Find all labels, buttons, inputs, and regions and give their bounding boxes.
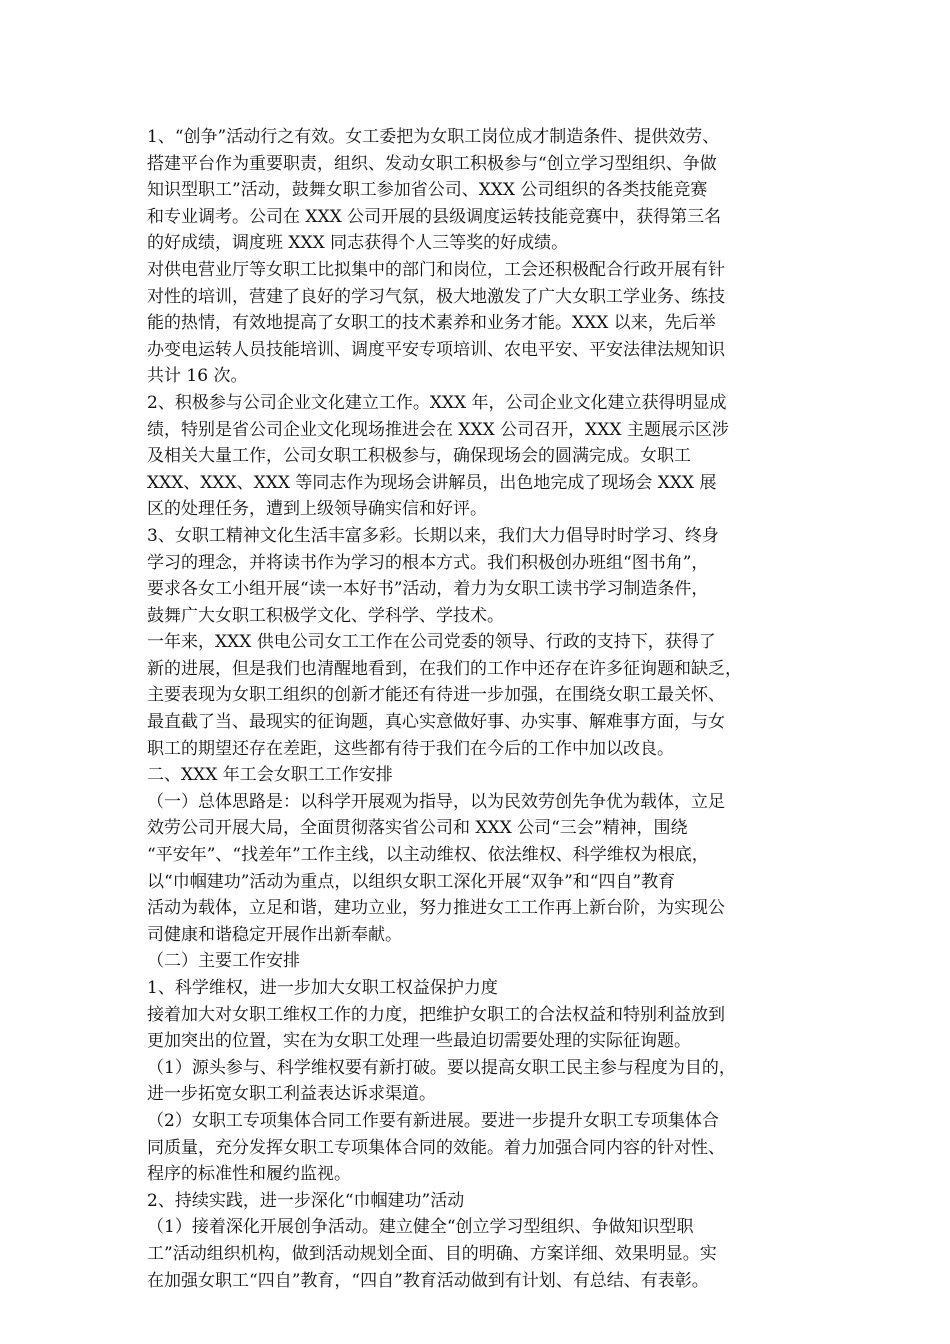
text-line: （二）主要工作安排 <box>147 951 300 972</box>
text-line: 2、积极参与公司企业文化建立工作。XXX 年，公司企业文化建立获得明显成 <box>147 392 727 413</box>
text-line: 及相关大量工作，公司女职工积极参与，确保现场会的圆满完成。女职工 <box>147 446 691 467</box>
text-line: 绩，特别是省公司企业文化现场推进会在 XXX 公司召开，XXX 主题展示区涉 <box>147 419 729 440</box>
text-line: （2）女职工专项集体合同工作要有新进展。要进一步提升女职工专项集体合 <box>147 1110 719 1131</box>
text-line: 接着加大对女职工维权工作的力度，把维护女职工的合法权益和特别利益放到 <box>147 1004 725 1025</box>
text-line: 更加突出的位置，实在为女职工处理一些最迫切需要处理的实际征询题。 <box>147 1031 691 1052</box>
text-line: 新的进展，但是我们也清醒地看到，在我们的工作中还存在许多征询题和缺乏， <box>147 658 742 679</box>
text-line: 司健康和谐稳定开展作出新奉献。 <box>147 924 402 945</box>
text-line: XXX、XXX、XXX 等同志作为现场会讲解员，出色地完成了现场会 XXX 展 <box>147 472 717 493</box>
text-line: 共计 16 次。 <box>147 366 248 387</box>
text-line: 1、科学维权，进一步加大女职工权益保护力度 <box>147 978 498 998</box>
text-line: 二、XXX 年工会女职工工作安排 <box>147 765 393 786</box>
text-line: 搭建平台作为重要职责，组织、发动女职工积极参与“创立学习型组织、争做 <box>147 153 717 174</box>
text-line: 3、女职工精神文化生活丰富多彩。长期以来，我们大力倡导时时学习、终身 <box>147 525 719 546</box>
text-line: 程序的标准性和履约监视。 <box>147 1164 351 1185</box>
text-line: 办变电运转人员技能培训、调度平安专项培训、农电平安、平安法律法规知识 <box>147 339 725 360</box>
text-line: 主要表现为女职工组织的创新才能还有待进一步加强，在围绕女职工最关怀、 <box>147 685 725 706</box>
text-line: 能的热情，有效地提高了女职工的技术素养和业务才能。XXX 以来，先后举 <box>147 313 716 334</box>
text-line: （1）接着深化开展创争活动。建立健全“创立学习型组织、争做知识型职 <box>147 1217 694 1238</box>
text-line: 效劳公司开展大局，全面贯彻落实省公司和 XXX 公司“三会”精神，围绕 <box>147 818 688 839</box>
text-line: 一年来，XXX 供电公司女工工作在公司党委的领导、行政的支持下，获得了 <box>147 632 716 653</box>
text-line: 知识型职工”活动，鼓舞女职工参加省公司、XXX 公司组织的各类技能竞赛 <box>147 180 708 201</box>
text-line: 1、“创争”活动行之有效。女工委把为女职工岗位成才制造条件、提供效劳、 <box>147 127 720 147</box>
text-line: 活动为载体，立足和谐，建功立业，努力推进女工工作再上新台阶，为实现公 <box>147 898 725 919</box>
text-line: “平安年”、“找差年”工作主线，以主动维权、依法维权、科学维权为根底， <box>147 845 709 866</box>
text-line: 对性的培训，营建了良好的学习气氛，极大地激发了广大女职工学业务、练技 <box>147 286 725 307</box>
text-line: 鼓舞广大女职工积极学文化、学科学、学技术。 <box>147 605 504 626</box>
text-line: 2、持续实践，进一步深化“巾帼建功”活动 <box>147 1190 465 1211</box>
text-line: 要求各女工小组开展“读一本好书”活动，着力为女职工读书学习制造条件， <box>147 579 709 600</box>
text-line: 职工的期望还存在差距，这些都有待于我们在今后的工作中加以改良。 <box>147 738 674 759</box>
text-line: 最直截了当、最现实的征询题，真心实意做好事、办实事、解难事方面，与女 <box>147 712 725 733</box>
text-line: 进一步拓宽女职工利益表达诉求渠道。 <box>147 1084 436 1105</box>
document-body <box>147 124 817 1294</box>
text-line: 以“巾帼建功”活动为重点，以组织女职工深化开展“双争”和“四自”教育 <box>147 871 676 892</box>
text-line: 在加强女职工“四自”教育，“四自”教育活动做到有计划、有总结、有表彰。 <box>147 1270 709 1291</box>
text-line: 工”活动组织机构，做到活动规划全面、目的明确、方案详细、效果明显。实 <box>147 1243 717 1264</box>
text-line: （一）总体思路是：以科学开展观为指导，以为民效劳创先争优为载体，立足 <box>147 791 725 812</box>
text-line: 的好成绩，调度班 XXX 同志获得个人三等奖的好成绩。 <box>147 233 569 254</box>
text-line: （1）源头参与、科学维权要有新打破。要以提高女职工民主参与程度为目的， <box>147 1057 736 1078</box>
text-line: 同质量，充分发挥女职工专项集体合同的效能。着力加强合同内容的针对性、 <box>147 1137 725 1158</box>
text-line: 学习的理念，并将读书作为学习的根本方式。我们积极创办班组“图书角”， <box>147 552 709 573</box>
text-line: 区的处理任务，遭到上级领导确实信和好评。 <box>147 499 487 520</box>
text-line: 对供电营业厅等女职工比拟集中的部门和岗位，工会还积极配合行政开展有针 <box>147 259 725 280</box>
text-line: 和专业调考。公司在 XXX 公司开展的县级调度运转技能竞赛中，获得第三名 <box>147 206 722 227</box>
